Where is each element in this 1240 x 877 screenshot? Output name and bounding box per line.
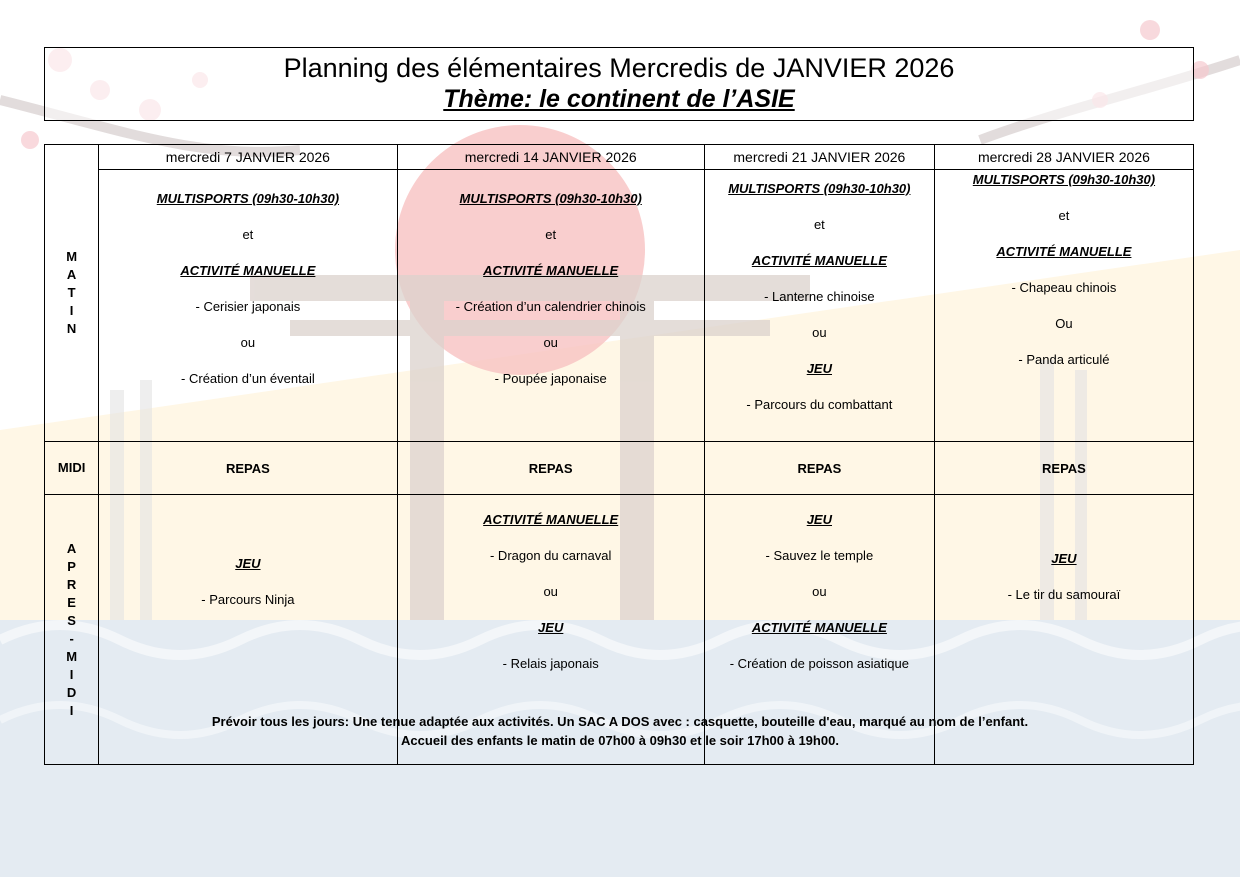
page-theme: Thème: le continent de l’ASIE <box>443 85 795 113</box>
date-header: mercredi 7 JANVIER 2026 <box>99 145 397 170</box>
label-letter: M <box>66 648 78 664</box>
label-letter: N <box>66 321 77 336</box>
activity-item: et <box>545 227 557 242</box>
activity-item: - Le tir du samouraï <box>1007 587 1121 602</box>
label-letter: T <box>67 285 76 300</box>
activity-heading: ACTIVITÉ MANUELLE <box>751 620 887 635</box>
activity-heading: MULTISPORTS (09h30-10h30) <box>459 191 642 206</box>
label-letter: R <box>66 576 77 592</box>
activity-heading: JEU <box>538 620 564 635</box>
activity-item: - Relais japonais <box>502 656 599 671</box>
activity-item: et <box>813 217 825 232</box>
label-letter: S <box>67 612 76 628</box>
activity-heading: MULTISPORTS (09h30-10h30) <box>972 172 1156 187</box>
footer-line-hours: Accueil des enfants le matin de 07h00 à 09h30 et le soir 17h00 à 19h00. <box>401 733 839 748</box>
activity-item: - Dragon du carnaval <box>489 548 612 563</box>
activity-heading: JEU <box>1051 551 1077 566</box>
label-letter: - <box>69 630 74 646</box>
schedule-table <box>44 144 1194 765</box>
activity-item: ou <box>543 335 558 350</box>
label-letter: I <box>69 303 74 318</box>
date-header: mercredi 28 JANVIER 2026 <box>934 145 1193 170</box>
activity-heading: ACTIVITÉ MANUELLE <box>483 263 619 278</box>
label-matin <box>45 145 99 442</box>
activity-item: - Parcours du combattant <box>746 397 893 412</box>
activity-item: et <box>1058 208 1070 223</box>
matin-cell <box>397 170 704 442</box>
footer-line-equipment: Prévoir tous les jours: Une tenue adaptée aux activités. Un SAC A DOS avec : casquette, bouteille d'eau, marqué au nom de l’enfant. <box>211 714 1029 729</box>
repas-cell: REPAS <box>934 442 1193 495</box>
activity-heading: ACTIVITÉ MANUELLE <box>751 253 887 268</box>
activity-item: - Panda articulé <box>1018 352 1110 367</box>
activity-item: ou <box>240 335 256 350</box>
label-letter: M <box>66 249 78 264</box>
label-letter: A <box>66 540 77 556</box>
activity-heading: JEU <box>806 361 832 376</box>
repas-cell: REPAS <box>99 442 397 495</box>
table-row-dates <box>45 145 1194 170</box>
activity-item: - Création d’un calendrier chinois <box>455 299 646 314</box>
label-letter: I <box>69 702 74 718</box>
activity-item: - Poupée japonaise <box>494 371 607 386</box>
label-midi: MIDI <box>45 442 99 495</box>
activity-item: et <box>242 227 254 242</box>
title-box <box>44 47 1194 121</box>
activity-heading: ACTIVITÉ MANUELLE <box>180 263 316 278</box>
activity-heading: ACTIVITÉ MANUELLE <box>483 512 619 527</box>
repas-cell: REPAS <box>397 442 704 495</box>
repas-cell: REPAS <box>704 442 934 495</box>
matin-cell <box>99 170 397 442</box>
label-letter: P <box>67 558 76 574</box>
activity-item: ou <box>543 584 558 599</box>
table-row-matin <box>45 170 1194 442</box>
label-letter: I <box>69 666 74 682</box>
label-letter: D <box>66 684 77 700</box>
footer-notes <box>0 712 1240 750</box>
activity-item: - Création d’un éventail <box>181 371 315 386</box>
date-header: mercredi 14 JANVIER 2026 <box>397 145 704 170</box>
activity-item: - Sauvez le temple <box>765 548 874 563</box>
activity-heading: JEU <box>806 512 832 527</box>
activity-item: - Chapeau chinois <box>1011 280 1117 295</box>
activity-heading: MULTISPORTS (09h30-10h30) <box>728 181 911 196</box>
activity-item: - Parcours Ninja <box>201 592 295 607</box>
matin-cell <box>704 170 934 442</box>
date-header: mercredi 21 JANVIER 2026 <box>704 145 934 170</box>
activity-item: - Lanterne chinoise <box>764 289 875 304</box>
activity-item: ou <box>812 325 827 340</box>
page-title: Planning des élémentaires Mercredis de JANVIER 2026 <box>283 53 955 83</box>
label-letter: A <box>66 267 77 282</box>
matin-cell <box>934 170 1193 442</box>
activity-item: Ou <box>1055 316 1073 331</box>
activity-heading: JEU <box>235 556 261 571</box>
activity-item: - Cerisier japonais <box>195 299 301 314</box>
activity-item: ou <box>812 584 827 599</box>
table-row-midi <box>45 442 1194 495</box>
activity-item: - Création de poisson asiatique <box>729 656 909 671</box>
label-letter: E <box>67 594 76 610</box>
activity-heading: MULTISPORTS (09h30-10h30) <box>156 191 340 206</box>
activity-heading: ACTIVITÉ MANUELLE <box>996 244 1132 259</box>
